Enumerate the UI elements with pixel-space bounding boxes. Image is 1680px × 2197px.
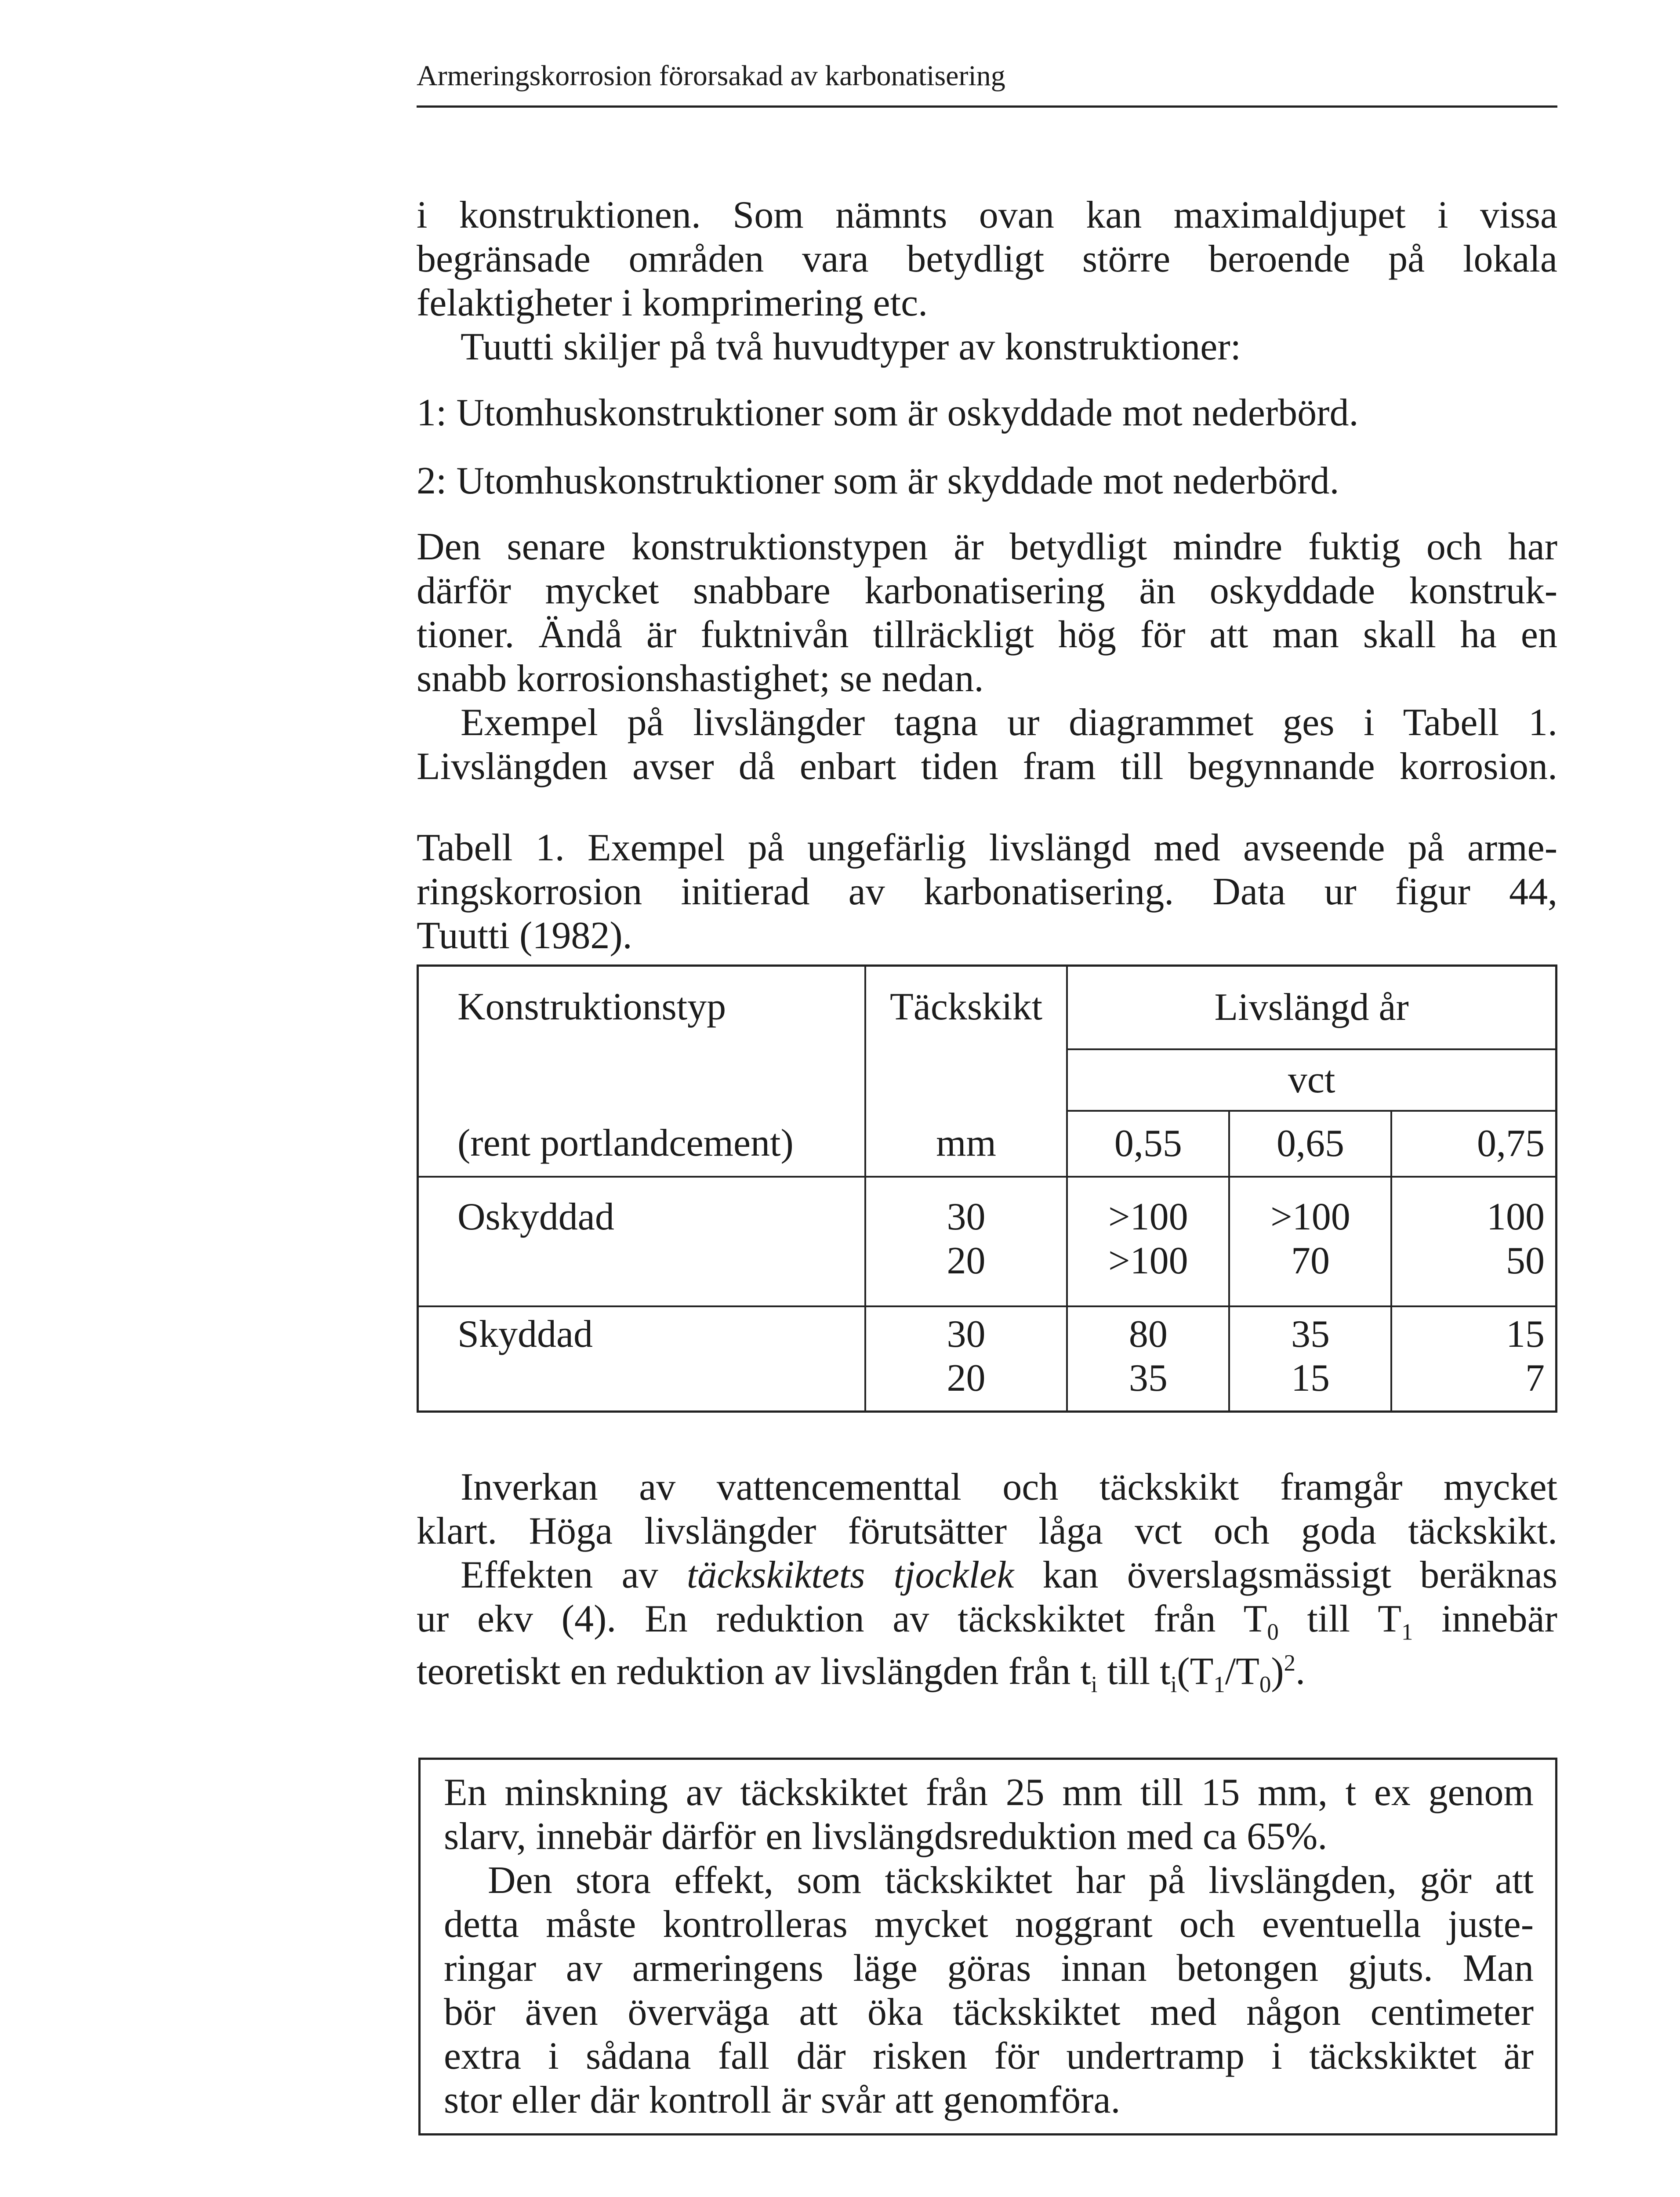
vct-0-55: 0,55 — [1067, 1111, 1229, 1177]
header-vct: vct — [1067, 1049, 1556, 1111]
header-cover: Täckskikt — [865, 966, 1067, 1111]
body-line: tioner. Ändå är fuktnivån tillräckligt hög för att man skall ha en — [417, 613, 1557, 656]
vct-0-75: 0,75 — [1391, 1111, 1556, 1177]
running-header: Armeringskorrosion förorsakad av karbonatisering — [417, 60, 1005, 92]
cell-value: >100 — [1270, 1195, 1350, 1238]
note-line: ringar av armeringens läge göras innan betongen gjuts. Man — [444, 1947, 1534, 1990]
cell-value: 35 — [1291, 1312, 1330, 1356]
header-cover-unit: mm — [865, 1111, 1067, 1177]
cell-value: 35 — [1128, 1356, 1168, 1399]
cell-value: >100 — [1108, 1239, 1188, 1282]
body-line: felaktigheter i komprimering etc. — [417, 282, 928, 324]
cell-value: >100 — [1108, 1195, 1188, 1238]
cell-value: 15 — [1506, 1312, 1545, 1356]
note-line: slarv, innebär därför en livslängdsreduktion med ca 65%. — [444, 1815, 1328, 1858]
note-line: extra i sådana fall där risken för undertramp i täckskiktet är — [444, 2035, 1534, 2077]
body-line: Tuutti skiljer på två huvudtyper av konstruktioner: — [461, 326, 1241, 368]
body-line: teoretiskt en reduktion av livslängden från $t_i$ till $t_i(T_1/T_0)^2$. — [417, 1650, 1306, 1697]
body-line: Inverkan av vattencementtal och täckskikt framgår mycket — [461, 1466, 1557, 1508]
cell-value: 50 — [1506, 1239, 1545, 1282]
cell-value: 15 — [1291, 1356, 1330, 1399]
cell-value: 7 — [1525, 1356, 1545, 1399]
row-type: Oskyddad — [457, 1195, 614, 1238]
body-line: Effekten av täckskiktets tjocklek kan överslagsmässigt beräknas — [461, 1554, 1557, 1596]
table-row — [418, 1177, 1557, 1306]
header-rule — [417, 105, 1557, 108]
table-caption-line: Tabell 1. Exempel på ungefärlig livslängd med avseende på arme- — [417, 827, 1557, 869]
cell-cover: 30 — [947, 1312, 986, 1356]
cell-cover: 30 — [947, 1195, 986, 1238]
header-construction-type: Konstruktionstyp — [418, 966, 865, 1111]
note-line: Den stora effekt, som täckskiktet har på livslängden, gör att — [488, 1859, 1534, 1902]
note-line: detta måste kontrolleras mycket noggrant och eventuella juste- — [444, 1903, 1534, 1946]
emphasis: täckskiktets tjocklek — [686, 1554, 1014, 1596]
note-line: bör även överväga att öka täckskiktet med någon centimeter — [444, 1991, 1534, 2034]
cell-value: 100 — [1487, 1195, 1545, 1238]
body-line: Exempel på livslängder tagna ur diagrammet ges i Tabell 1. — [461, 701, 1557, 744]
table-caption-line: ringskorrosion initierad av karbonatisering. Data ur figur 44, — [417, 870, 1557, 913]
header-portland-cement: (rent portlandcement) — [418, 1111, 865, 1177]
header-lifetime: Livslängd år — [1067, 966, 1556, 1049]
note-line: stor eller där kontroll är svår att genomföra. — [444, 2079, 1121, 2121]
body-line: Livslängden avser då enbart tiden fram till begynnande korrosion. — [417, 745, 1557, 788]
body-line: ur ekv (4). En reduktion av täckskiktet från $T_0$ till $T_1$ innebär — [417, 1598, 1557, 1645]
cell-cover: 20 — [947, 1356, 986, 1399]
note-line: En minskning av täckskiktet från 25 mm till 15 mm, t ex genom — [444, 1771, 1534, 1814]
list-item-1: 1: Utomhuskonstruktioner som är oskyddade mot nederbörd. — [417, 392, 1359, 434]
body-line: begränsade områden vara betydligt större beroende på lokala — [417, 238, 1557, 280]
body-line: i konstruktionen. Som nämnts ovan kan maximaldjupet i vissa — [417, 194, 1557, 236]
table-caption-line: Tuutti (1982). — [417, 914, 632, 957]
cell-cover: 20 — [947, 1239, 986, 1282]
body-line: snabb korrosionshastighet; se nedan. — [417, 657, 984, 700]
cell-value: 70 — [1291, 1239, 1330, 1282]
row-type: Skyddad — [457, 1312, 593, 1356]
vct-0-65: 0,65 — [1229, 1111, 1391, 1177]
table-row — [418, 1306, 1557, 1412]
body-line: Den senare konstruktionstypen är betydligt mindre fuktig och har — [417, 526, 1557, 568]
list-item-2: 2: Utomhuskonstruktioner som är skyddade mot nederbörd. — [417, 460, 1339, 502]
cell-value: 80 — [1128, 1312, 1168, 1356]
body-line: klart. Höga livslängder förutsätter låga vct och goda täckskikt. — [417, 1510, 1557, 1552]
body-line: därför mycket snabbare karbonatisering än oskyddade konstruk- — [417, 569, 1557, 612]
lifetime-table — [417, 964, 1557, 1413]
